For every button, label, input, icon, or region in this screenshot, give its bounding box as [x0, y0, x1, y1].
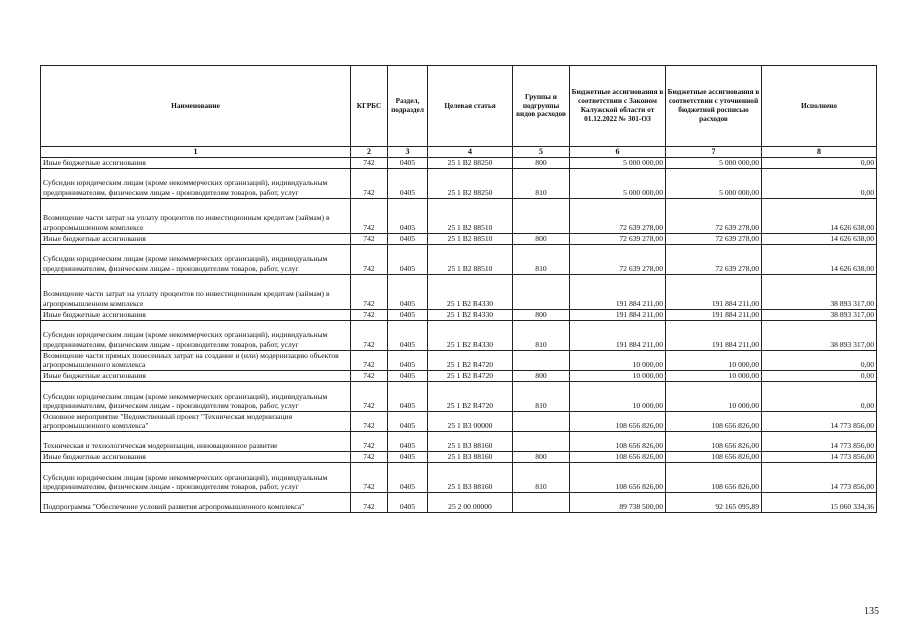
cell-law: 191 884 211,00 [570, 274, 666, 309]
cell-executed: 38 893 317,00 [762, 320, 877, 350]
cell-name: Возмещение части затрат на уплату процентов по инвестиционным кредитам (займам) в агропромышленном комплексе [41, 198, 351, 233]
cell-group: 800 [513, 309, 570, 320]
cell-refined: 191 884 211,00 [666, 320, 762, 350]
cell-kgrbs: 742 [351, 462, 388, 492]
cell-group [513, 411, 570, 431]
cell-refined: 72 639 278,00 [666, 244, 762, 274]
cell-kgrbs: 742 [351, 168, 388, 198]
cell-target: 25 1 B3 88160 [428, 462, 513, 492]
cell-executed: 14 773 856,00 [762, 411, 877, 431]
cell-section: 0405 [388, 350, 428, 370]
cell-kgrbs: 742 [351, 492, 388, 512]
cell-section: 0405 [388, 168, 428, 198]
cell-group: 810 [513, 381, 570, 411]
cell-target: 25 1 B2 R4720 [428, 350, 513, 370]
cell-executed: 14 773 856,00 [762, 462, 877, 492]
header-law: Бюджетные ассигнования в соответствии с Законом Калужской области от 01.12.2022 № 301-ОЗ [570, 66, 666, 147]
cell-kgrbs: 742 [351, 233, 388, 244]
column-number: 5 [513, 147, 570, 158]
cell-name: Основное мероприятие "Ведомственный проект "Техническая модернизация агропромышленного комплекса" [41, 411, 351, 431]
cell-target: 25 1 B2 R4330 [428, 274, 513, 309]
cell-law: 89 738 500,00 [570, 492, 666, 512]
header-target: Целевая статья [428, 66, 513, 147]
cell-target: 25 1 B2 R4330 [428, 320, 513, 350]
cell-section: 0405 [388, 198, 428, 233]
cell-target: 25 1 B2 R4330 [428, 309, 513, 320]
column-number: 1 [41, 147, 351, 158]
column-number: 8 [762, 147, 877, 158]
cell-refined: 5 000 000,00 [666, 157, 762, 168]
cell-section: 0405 [388, 320, 428, 350]
cell-law: 191 884 211,00 [570, 320, 666, 350]
cell-law: 191 884 211,00 [570, 309, 666, 320]
cell-group [513, 198, 570, 233]
cell-refined: 191 884 211,00 [666, 274, 762, 309]
cell-law: 108 656 826,00 [570, 411, 666, 431]
cell-executed: 38 893 317,00 [762, 309, 877, 320]
cell-name: Субсидии юридическим лицам (кроме некоммерческих организаций), индивидуальным предпринимателям, физическим лицам - производителям товаров, работ, услуг [41, 168, 351, 198]
cell-section: 0405 [388, 370, 428, 381]
table-row [41, 157, 877, 168]
cell-name: Иные бюджетные ассигнования [41, 233, 351, 244]
cell-target: 25 1 B3 88160 [428, 431, 513, 451]
cell-kgrbs: 742 [351, 198, 388, 233]
cell-target: 25 1 B3 00000 [428, 411, 513, 431]
cell-target: 25 1 B2 R4720 [428, 370, 513, 381]
column-number: 2 [351, 147, 388, 158]
cell-section: 0405 [388, 462, 428, 492]
cell-executed: 0,00 [762, 168, 877, 198]
cell-section: 0405 [388, 157, 428, 168]
header-refined: Бюджетные ассигнования в соответствии с уточненной бюджетной росписью расходов [666, 66, 762, 147]
table-header-row [41, 66, 877, 147]
column-number: 4 [428, 147, 513, 158]
table-row [41, 350, 877, 370]
table-body [41, 157, 877, 512]
cell-group: 800 [513, 451, 570, 462]
header-groups: Группы и подгруппы видов расходов [513, 66, 570, 147]
cell-refined: 108 656 826,00 [666, 451, 762, 462]
cell-target: 25 1 B2 88510 [428, 244, 513, 274]
cell-refined: 108 656 826,00 [666, 462, 762, 492]
cell-executed: 0,00 [762, 370, 877, 381]
header-section: Раздел, подраздел [388, 66, 428, 147]
column-number-row [41, 147, 877, 158]
cell-section: 0405 [388, 431, 428, 451]
cell-name: Подпрограмма "Обеспечение условий развития агропромышленного комплекса" [41, 492, 351, 512]
table-row [41, 168, 877, 198]
cell-group: 810 [513, 168, 570, 198]
table-row [41, 320, 877, 350]
cell-law: 108 656 826,00 [570, 451, 666, 462]
cell-group: 810 [513, 320, 570, 350]
cell-kgrbs: 742 [351, 431, 388, 451]
table-row [41, 233, 877, 244]
cell-refined: 10 000,00 [666, 381, 762, 411]
cell-kgrbs: 742 [351, 381, 388, 411]
cell-section: 0405 [388, 492, 428, 512]
cell-refined: 10 000,00 [666, 370, 762, 381]
cell-section: 0405 [388, 411, 428, 431]
cell-kgrbs: 742 [351, 350, 388, 370]
cell-executed: 14 773 856,00 [762, 451, 877, 462]
page-number: 135 [864, 606, 879, 617]
cell-name: Иные бюджетные ассигнования [41, 370, 351, 381]
cell-target: 25 1 B2 88250 [428, 168, 513, 198]
cell-section: 0405 [388, 233, 428, 244]
cell-name: Субсидии юридическим лицам (кроме некоммерческих организаций), индивидуальным предпринимателям, физическим лицам - производителям товаров, работ, услуг [41, 244, 351, 274]
cell-section: 0405 [388, 244, 428, 274]
cell-group: 800 [513, 233, 570, 244]
cell-law: 72 639 278,00 [570, 244, 666, 274]
cell-refined: 108 656 826,00 [666, 411, 762, 431]
cell-law: 10 000,00 [570, 381, 666, 411]
cell-group: 800 [513, 157, 570, 168]
cell-kgrbs: 742 [351, 411, 388, 431]
cell-name: Субсидии юридическим лицам (кроме некоммерческих организаций), индивидуальным предпринимателям, физическим лицам - производителям товаров, работ, услуг [41, 462, 351, 492]
cell-refined: 191 884 211,00 [666, 309, 762, 320]
cell-kgrbs: 742 [351, 451, 388, 462]
cell-name: Иные бюджетные ассигнования [41, 309, 351, 320]
table-row [41, 198, 877, 233]
cell-law: 72 639 278,00 [570, 233, 666, 244]
table-row [41, 381, 877, 411]
cell-target: 25 1 B2 R4720 [428, 381, 513, 411]
cell-law: 10 000,00 [570, 350, 666, 370]
cell-law: 108 656 826,00 [570, 431, 666, 451]
cell-law: 72 639 278,00 [570, 198, 666, 233]
cell-kgrbs: 742 [351, 244, 388, 274]
cell-law: 10 000,00 [570, 370, 666, 381]
cell-section: 0405 [388, 381, 428, 411]
cell-name: Иные бюджетные ассигнования [41, 451, 351, 462]
table-row [41, 411, 877, 431]
column-number: 3 [388, 147, 428, 158]
cell-group: 810 [513, 244, 570, 274]
cell-refined: 72 639 278,00 [666, 233, 762, 244]
table-row [41, 309, 877, 320]
cell-kgrbs: 742 [351, 370, 388, 381]
cell-law: 5 000 000,00 [570, 157, 666, 168]
cell-group: 800 [513, 370, 570, 381]
cell-group [513, 492, 570, 512]
cell-refined: 5 000 000,00 [666, 168, 762, 198]
cell-group [513, 274, 570, 309]
cell-target: 25 1 B2 88510 [428, 198, 513, 233]
cell-name: Субсидии юридическим лицам (кроме некоммерческих организаций), индивидуальным предпринимателям, физическим лицам - производителям товаров, работ, услуг [41, 381, 351, 411]
cell-executed: 38 893 317,00 [762, 274, 877, 309]
cell-target: 25 2 00 00000 [428, 492, 513, 512]
table-row [41, 431, 877, 451]
cell-executed: 0,00 [762, 350, 877, 370]
cell-refined: 92 165 095,89 [666, 492, 762, 512]
cell-name: Техническая и технологическая модернизация, инновационное развитие [41, 431, 351, 451]
table-row [41, 451, 877, 462]
table-row [41, 370, 877, 381]
cell-name: Субсидии юридическим лицам (кроме некоммерческих организаций), индивидуальным предпринимателям, физическим лицам - производителям товаров, работ, услуг [41, 320, 351, 350]
cell-refined: 10 000,00 [666, 350, 762, 370]
cell-executed: 0,00 [762, 157, 877, 168]
cell-name: Возмещение части прямых понесенных затрат на создание и (или) модернизацию объектов агропромышленного комплекса [41, 350, 351, 370]
cell-law: 5 000 000,00 [570, 168, 666, 198]
cell-section: 0405 [388, 309, 428, 320]
column-number: 7 [666, 147, 762, 158]
cell-section: 0405 [388, 274, 428, 309]
cell-group [513, 350, 570, 370]
cell-kgrbs: 742 [351, 157, 388, 168]
cell-group: 810 [513, 462, 570, 492]
table-row [41, 274, 877, 309]
table-row [41, 492, 877, 512]
cell-refined: 108 656 826,00 [666, 431, 762, 451]
cell-refined: 72 639 278,00 [666, 198, 762, 233]
cell-section: 0405 [388, 451, 428, 462]
cell-executed: 15 060 334,36 [762, 492, 877, 512]
budget-table [40, 65, 877, 513]
cell-executed: 14 626 638,00 [762, 198, 877, 233]
header-executed: Исполнено [762, 66, 877, 147]
cell-kgrbs: 742 [351, 309, 388, 320]
cell-name: Возмещение части затрат на уплату процентов по инвестиционным кредитам (займам) в агропромышленном комплексе [41, 274, 351, 309]
cell-executed: 14 626 638,00 [762, 244, 877, 274]
column-number: 6 [570, 147, 666, 158]
table-row [41, 244, 877, 274]
cell-target: 25 1 B2 88510 [428, 233, 513, 244]
cell-group [513, 431, 570, 451]
cell-kgrbs: 742 [351, 320, 388, 350]
table-row [41, 462, 877, 492]
cell-law: 108 656 826,00 [570, 462, 666, 492]
cell-executed: 14 626 638,00 [762, 233, 877, 244]
header-name: Наименование [41, 66, 351, 147]
cell-kgrbs: 742 [351, 274, 388, 309]
cell-executed: 0,00 [762, 381, 877, 411]
cell-target: 25 1 B2 88250 [428, 157, 513, 168]
cell-name: Иные бюджетные ассигнования [41, 157, 351, 168]
cell-target: 25 1 B3 88160 [428, 451, 513, 462]
header-kgrbs: КГРБС [351, 66, 388, 147]
cell-executed: 14 773 856,00 [762, 431, 877, 451]
